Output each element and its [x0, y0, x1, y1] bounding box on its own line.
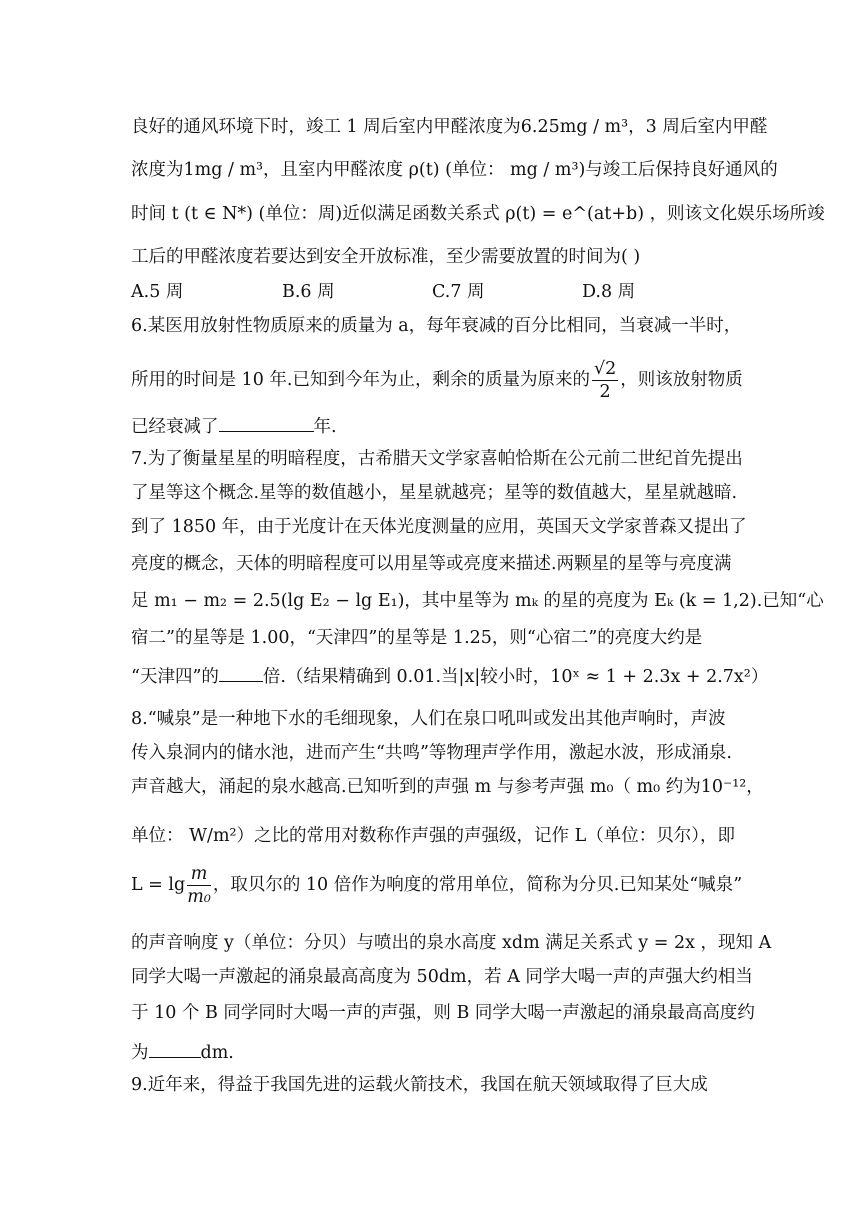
- fraction-numerator: √2: [593, 359, 617, 379]
- text-line: 足 m₁ − m₂ = 2.5(lg E₂ − lg E₁)，其中星等为 mₖ 的星的亮度为 Eₖ (k = 1,2).已知“心: [131, 591, 824, 611]
- text-segment: 已经衰减了: [131, 417, 219, 437]
- text-line: 宿二”的星等是 1.00，“天津四”的星等是 1.25，则“心宿二”的亮度大约是: [131, 628, 703, 648]
- text-segment: 倍.（结果精确到 0.01.当|x|较小时，10ˣ ≈ 1 + 2.3x + 2.7x²）: [262, 667, 769, 687]
- text-line: [131, 663, 769, 689]
- text-segment: 所用的时间是 10 年.已知到今年为止，剩余的质量为原来的: [131, 370, 590, 390]
- text-line: 了星等这个概念.星等的数值越小，星星就越亮；星等的数值越大，星星就越暗.: [131, 483, 738, 503]
- fraction-denominator: 2: [599, 382, 611, 402]
- text-segment: 年.: [313, 417, 337, 437]
- answer-blank: [219, 413, 314, 432]
- answer-blank: [219, 663, 263, 682]
- text-line-with-fraction: [131, 860, 743, 910]
- text-line: [131, 413, 731, 439]
- option-b: B.6 周: [282, 282, 335, 302]
- text-line: 8.“喊泉”是一种地下水的毛细现象，人们在泉口吼叫或发出其他声响时，声波: [131, 709, 726, 729]
- text-line: 时间 t (t ∈ N*) (单位：周)近似满足函数关系式 ρ(t) = e^(at+b) ，则该文化娱乐场所竣: [131, 204, 825, 224]
- text-line: 9.近年来，得益于我国先进的运载火箭技术，我国在航天领域取得了巨大成: [131, 1075, 708, 1095]
- text-line: [131, 1039, 731, 1065]
- text-line: 到了 1850 年，由于光度计在天体光度测量的应用，英国天文学家普森又提出了: [131, 517, 747, 537]
- fraction-numerator: m: [187, 863, 211, 886]
- text-line: 亮度的概念，天体的明暗程度可以用星等或亮度来描述.两颗星的星等与亮度满: [131, 554, 732, 574]
- text-line: 传入泉洞内的储水池，进而产生“共鸣”等物理声学作用，激起水波，形成涌泉.: [131, 743, 732, 763]
- option-c: C.7 周: [432, 282, 485, 302]
- fraction-m-over-m0: [187, 863, 211, 908]
- text-segment: 为: [131, 1043, 149, 1063]
- fraction-sqrt2-over-2: [592, 358, 618, 403]
- text-segment: “天津四”的: [131, 667, 219, 687]
- text-line-with-fraction: [131, 355, 743, 405]
- text-line: 的声音响度 y（单位：分贝）与喷出的泉水高度 xdm 满足关系式 y = 2x ，现知 A: [131, 933, 772, 953]
- text-line: 工后的甲醛浓度若要达到安全开放标准，至少需要放置的时间为( ): [131, 247, 641, 267]
- text-line: 声音越大，涌起的泉水越高.已知听到的声强 m 与参考声强 m₀（ m₀ 约为10⁻¹²，: [131, 777, 764, 797]
- answer-blank: [149, 1039, 201, 1058]
- fraction-denominator: m₀: [187, 887, 211, 907]
- text-segment: dm.: [200, 1043, 234, 1063]
- text-segment: ，则该放射物质: [620, 370, 743, 390]
- text-segment: ，取贝尔的 10 倍作为响度的常用单位，简称为分贝.已知某处“喊泉”: [212, 875, 743, 895]
- option-a: A.5 周: [131, 282, 184, 302]
- text-line: 良好的通风环境下时，竣工 1 周后室内甲醛浓度为6.25mg / m³，3 周后室内甲醛: [131, 117, 768, 137]
- text-line: 同学大喝一声激起的涌泉最高高度为 50dm，若 A 同学大喝一声的声强大约相当: [131, 967, 753, 987]
- text-line: 7.为了衡量星星的明暗程度，古希腊天文学家喜帕恰斯在公元前二世纪首先提出: [131, 449, 743, 469]
- text-line: 浓度为1mg / m³，且室内甲醛浓度 ρ(t) (单位： mg / m³)与竣工后保持良好通风的: [131, 160, 778, 180]
- option-d: D.8 周: [582, 282, 636, 302]
- text-segment: L = lg: [131, 875, 186, 895]
- text-line: 6.某医用放射性物质原来的质量为 a，每年衰减的百分比相同，当衰减一半时，: [131, 316, 742, 336]
- text-line: 单位： W/m²）之比的常用对数称作声强的声强级，记作 L（单位：贝尔），即: [131, 826, 735, 846]
- text-line: 于 10 个 B 同学同时大喝一声的声强，则 B 同学大喝一声激起的涌泉最高高度约: [131, 1003, 755, 1023]
